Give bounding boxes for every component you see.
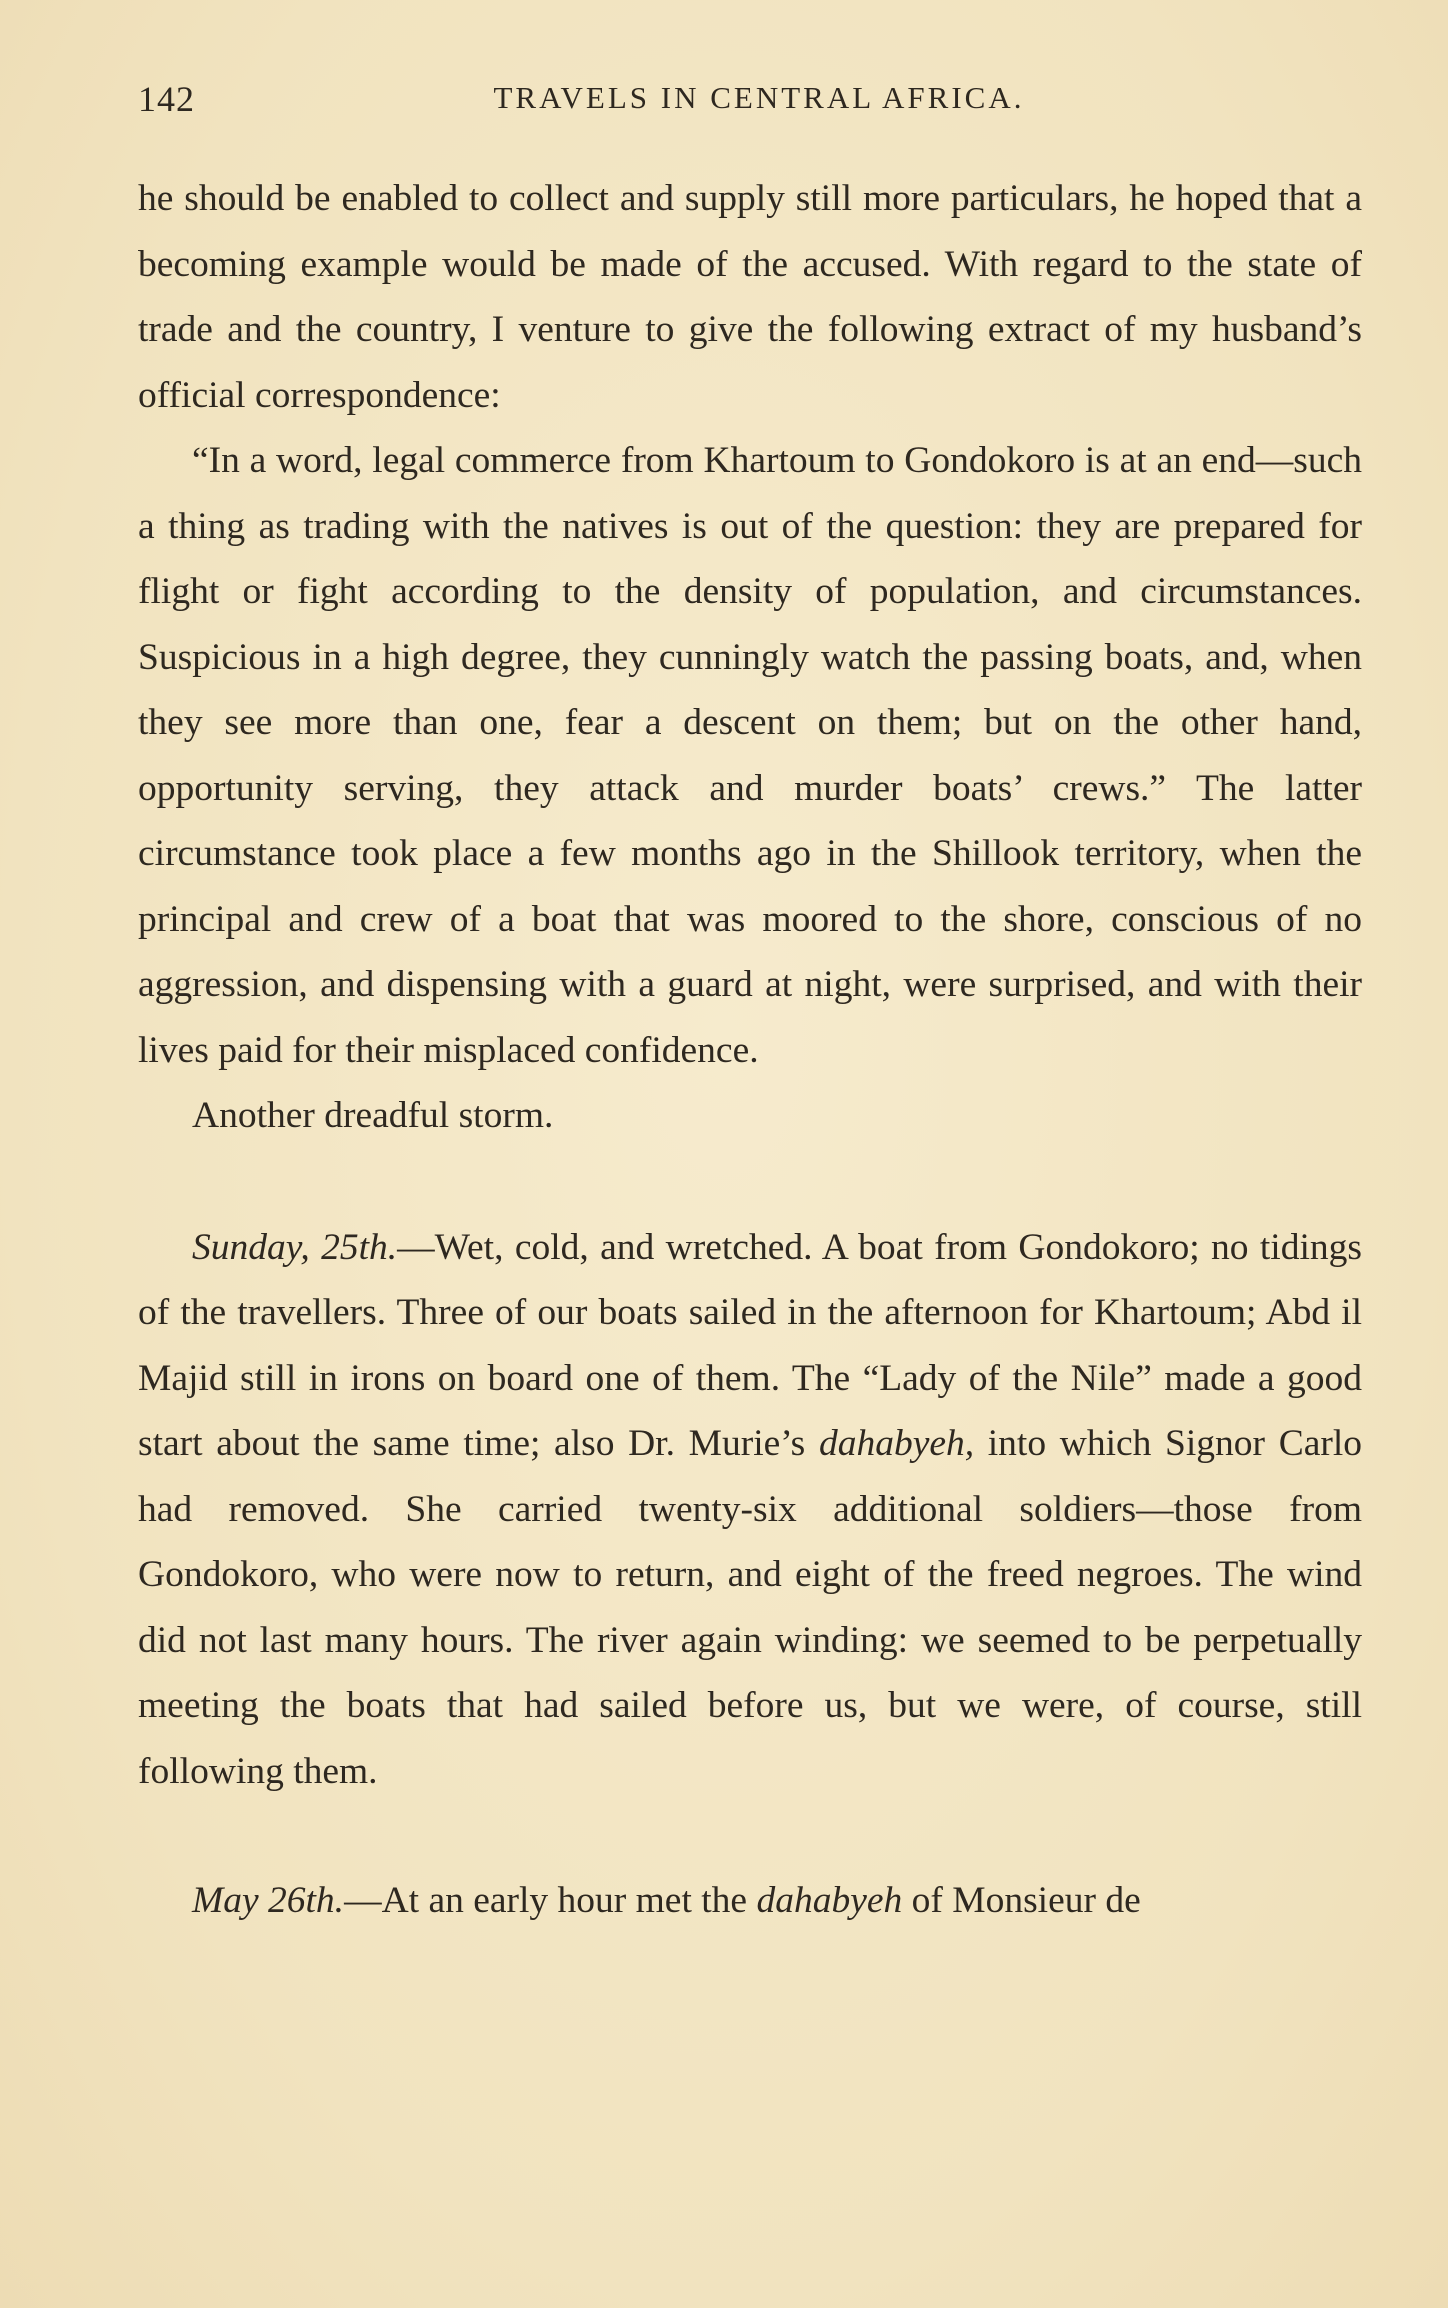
entry-boat-name: dahabyeh, bbox=[818, 1423, 975, 1464]
paragraph-3: Another dreadful storm. bbox=[192, 1095, 554, 1136]
running-title: TRAVELS IN CENTRAL AFRICA. bbox=[493, 80, 1025, 115]
paragraph-sunday-entry bbox=[138, 1215, 1362, 1805]
paragraph-may-entry bbox=[138, 1868, 1362, 1934]
paragraph-1: he should be enabled to collect and supply still more particulars, he hoped that a becoming example would be made of the accused. With regard to the state of trade and the country, I venture to give the following extract of my husband’s official correspondence: bbox=[138, 178, 1362, 416]
body-text bbox=[138, 166, 1362, 1934]
page-number: 142 bbox=[138, 79, 195, 119]
page-header bbox=[138, 78, 1380, 128]
entry-text-part-2: into which Signor Carlo had removed. She carried twenty-six additional soldiers—those from Gondokoro, who were now to return, and eight of the freed negroes. The wind did not last many hours. The river again winding: we seemed to be perpetually meeting the boats that had sailed before us, but we were, of course, still following them. bbox=[138, 1423, 1363, 1792]
entry-date-2: May 26th. bbox=[192, 1880, 345, 1921]
entry2-text-part-1: —At an early hour met the bbox=[344, 1880, 757, 1921]
paragraph-2-quote: “In a word, legal commerce from Khartoum to Gondokoro is at an end—such a thing as trading with the natives is out of the question: they are prepared for flight or fight according to the density of population, and circumstances. Suspicious in a high degree, they cunningly watch the passing boats, and, when they see more than one, fear a descent on them; but on the other hand, opportunity serving, they attack and murder boats’ crews.” The latter circumstance took place a few months ago in the Shillook territory, when the principal and crew of a boat that was moored to the shore, conscious of no aggression, and dispensing with a guard at night, were surprised, and with their lives paid for their misplaced confidence. bbox=[138, 440, 1362, 1071]
entry2-text-part-2: of Monsieur de bbox=[902, 1880, 1141, 1921]
entry-text-part-1: —Wet, cold, and wretched. A boat from Gondokoro; no tidings of the travellers. Three of our boats sailed in the afternoon for Khartoum; Abd il Majid still in irons on board one of them. The “Lady of the Nile” made a good start about the same time; also Dr. Murie’s bbox=[138, 1226, 1362, 1464]
entry2-boat-name: dahabyeh bbox=[756, 1880, 903, 1921]
entry-date: Sunday, 25th. bbox=[192, 1226, 398, 1268]
